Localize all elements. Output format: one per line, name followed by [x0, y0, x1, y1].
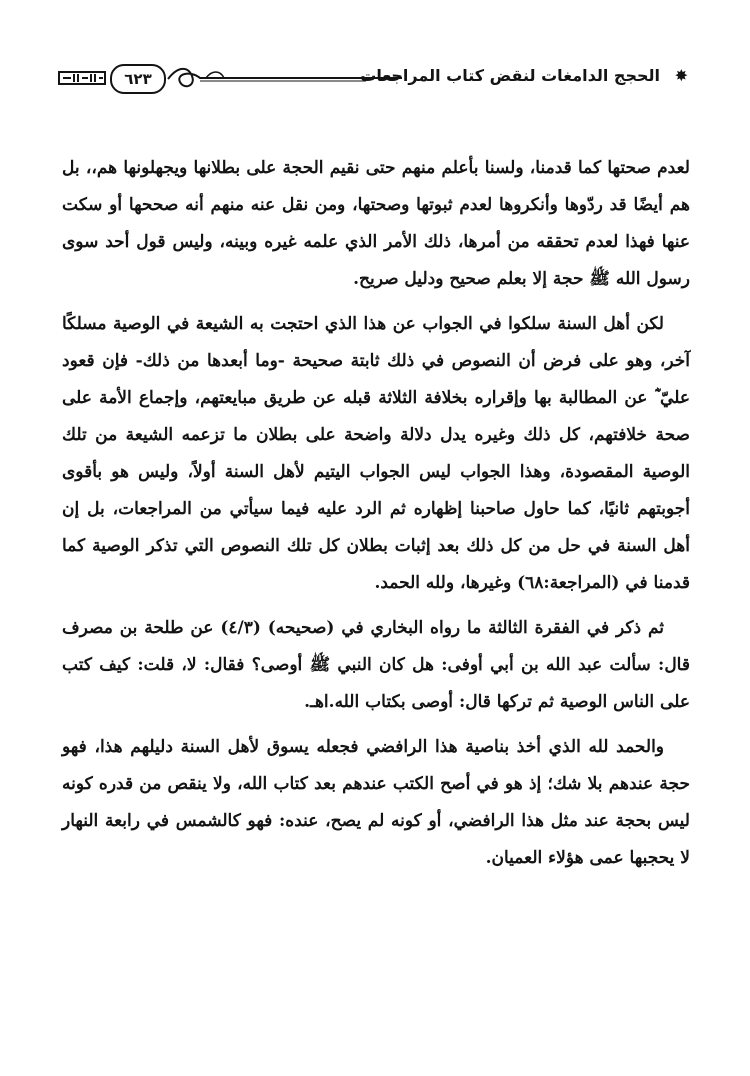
paragraph-1: لعدم صحتها كما قدمنا، ولسنا بأعلم منهم حتى نقيم الحجة على بطلانها ويجهلونها هم،، بل هم أيضًا قد ردّوها وأنكروها لعدم ثبوتها وصحتها، ومن نقل عنه منهم أنه صححها أو سكت عنها فهذا لعدم تحققه من أمرها، ذلك الأمر الذي علمه غيره وبينه، وليس قول أحد سوى رسول الله ﷺ حجة إلا بعلم صحيح ودليل صريح. — [62, 158, 690, 289]
page-header — [58, 60, 688, 104]
book-title: الحجج الدامغات لنقض كتاب المراجعات — [360, 66, 660, 85]
paragraph-2: لكن أهل السنة سلكوا في الجواب عن هذا الذي احتجت به الشيعة في الوصية مسلكًا آخر، وهو على فرض أن النصوص في ذلك ثابتة صحيحة -وما أبعدها من ذلك- فإن قعود عليّ ؓ عن المطالبة بها وإقراره بخلافة الثلاثة قبله عن طريق مبايعتهم، وإجماع الأمة على صحة خلافتهم، كل ذلك وغيره يدل دلالة واضحة على بطلان ما تزعمه الشيعة من تلك الوصية المقصودة، وهذا الجواب ليس الجواب اليتيم لأهل السنة أولاً، وليس هو بأقوى أجوبتهم ثانيًا، كما حاول صاحبنا إظهاره ثم الرد عليه فيما سيأتي من المراجعات، بل إن أهل السنة في حل من كل ذلك بعد إثبات بطلان كل تلك النصوص التي تذكر الوصية كما قدمنا في (المراجعة:٦٨) وغيرها، ولله الحمد. — [62, 314, 690, 593]
paragraph-3: ثم ذكر في الفقرة الثالثة ما رواه البخاري في (صحيحه) (٤/٣) عن طلحة بن مصرف قال: سألت عبد الله بن أبي أوفى: هل كان النبي ﷺ أوصى؟ فقال: لا، قلت: كيف كتب على الناس الوصية ثم تركها قال: أوصى بكتاب الله.اهـ. — [62, 618, 690, 712]
decorative-band-icon — [58, 70, 106, 86]
eight-point-star-icon: ✸ — [674, 66, 688, 85]
main-text — [62, 150, 690, 877]
page-number: ٦٢٣ — [110, 64, 166, 94]
paragraph-4: والحمد لله الذي أخذ بناصية هذا الرافضي فجعله يسوق لأهل السنة دليلهم هذا، فهو حجة عندهم بلا شك؛ إذ هو في أصح الكتب عندهم بعد كتاب الله، ولا ينقص من قدره كونه ليس بحجة عند مثل هذا الرافضي، أو كونه لم يصح، عنده: فهو كالشمس في رابعة النهار لا يحجبها عمى هؤلاء العميان. — [62, 737, 690, 868]
